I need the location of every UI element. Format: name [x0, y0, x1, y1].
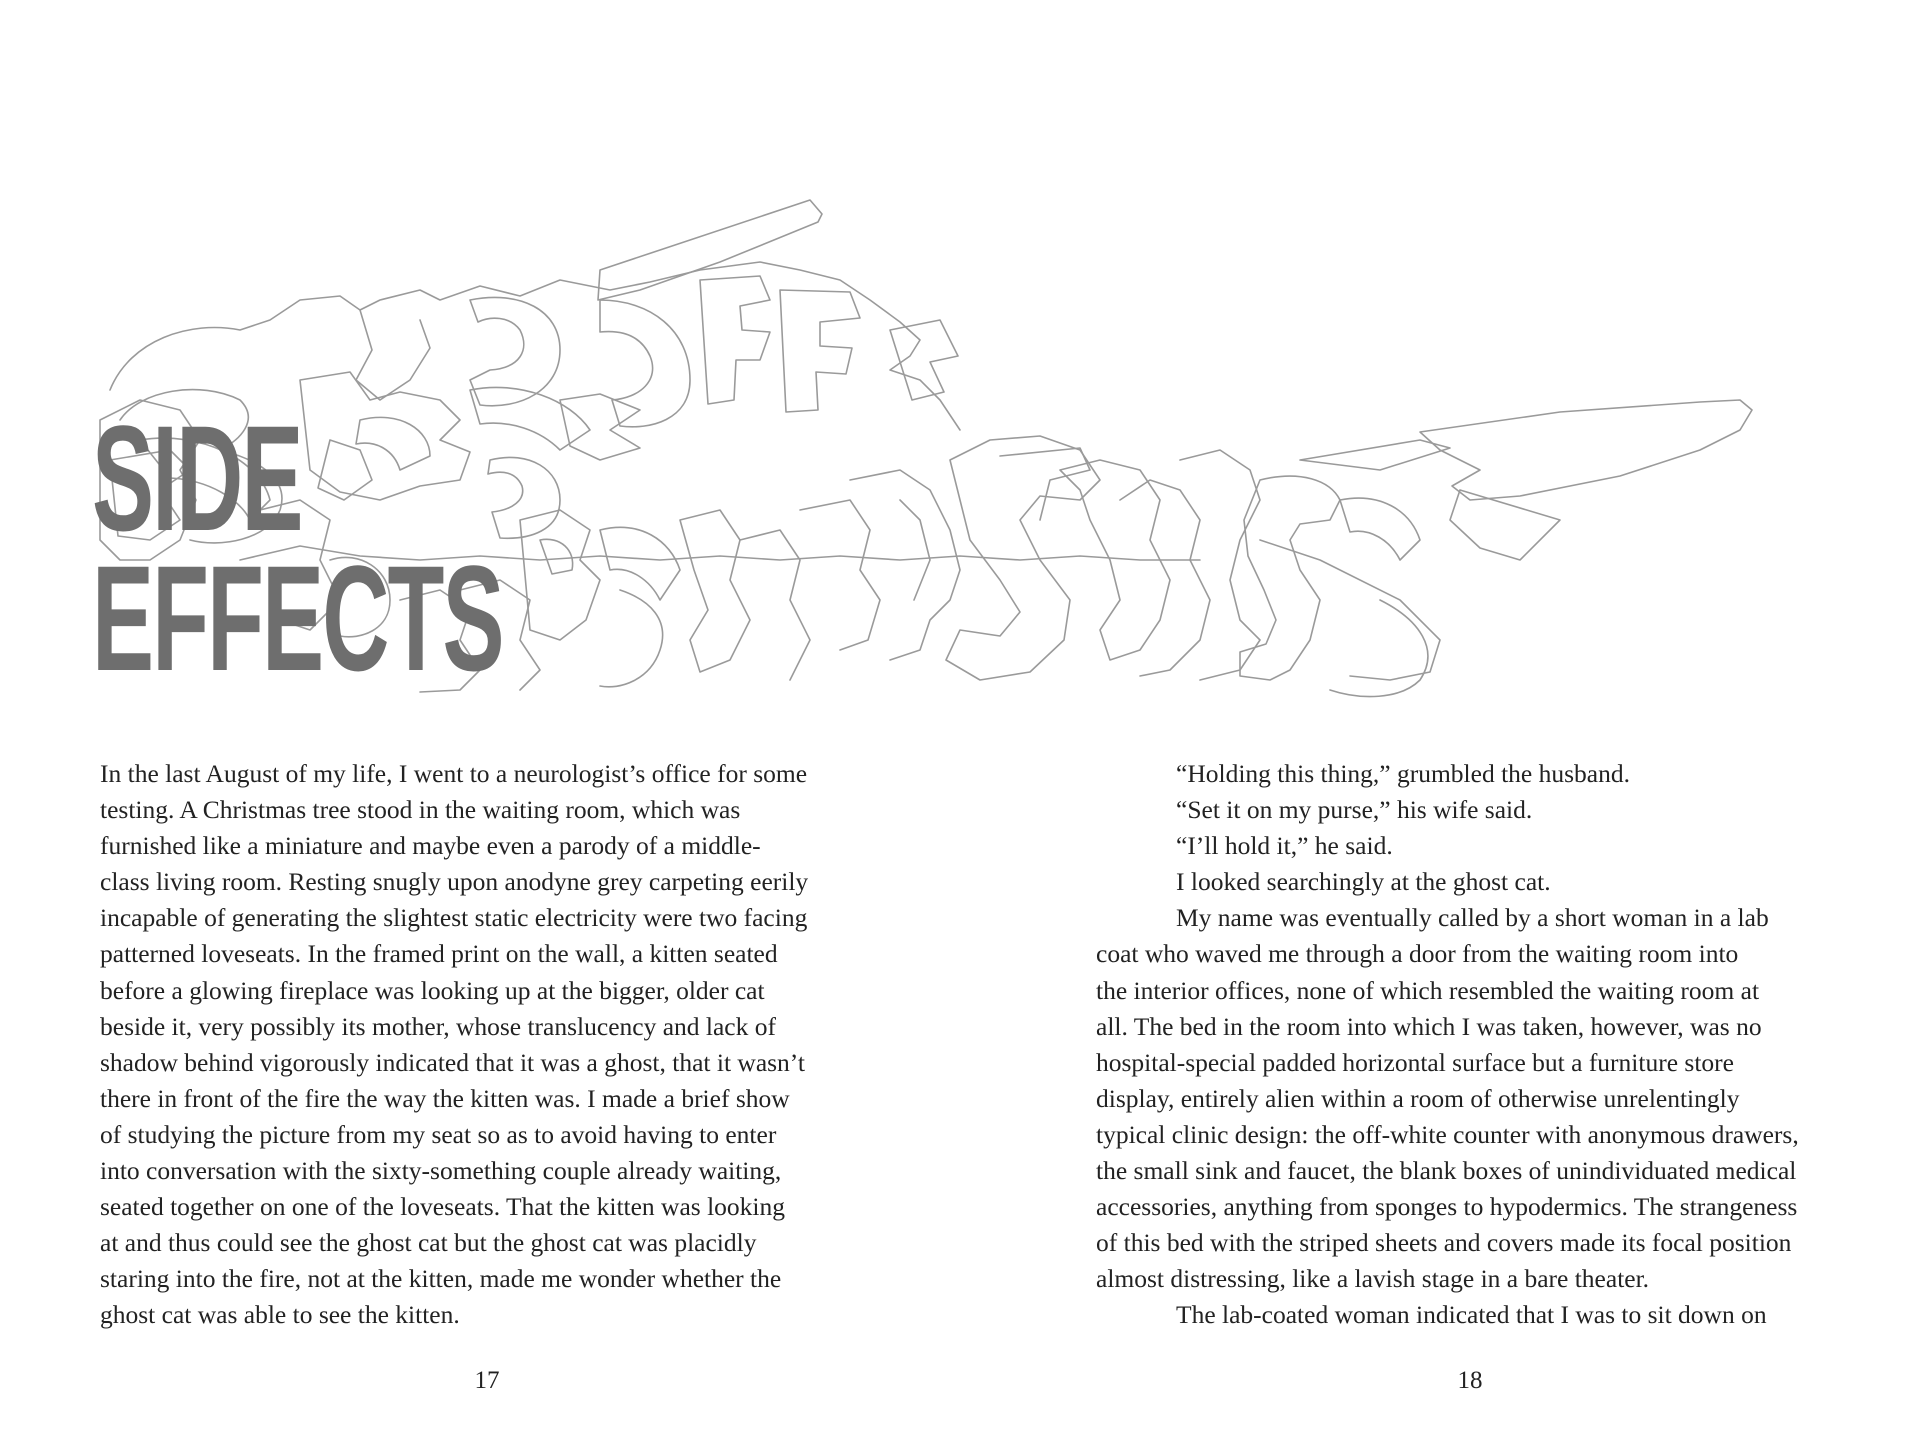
text-line: class living room. Resting snugly upon anodyne grey carpeting eerily: [100, 867, 809, 897]
text-line: patterned loveseats. In the framed print on the wall, a kitten seated: [100, 939, 778, 969]
text-line: furnished like a miniature and maybe even a parody of a middle-: [100, 831, 761, 861]
text-line: of studying the picture from my seat so as to avoid having to enter: [100, 1119, 777, 1149]
chapter-title: [92, 394, 754, 702]
text-line: testing. A Christmas tree stood in the waiting room, which was: [100, 795, 741, 825]
text-line: shadow behind vigorously indicated that it was a ghost, that it wasn’t: [100, 1047, 805, 1077]
text-line: there in front of the fire the way the kitten was. I made a brief show: [100, 1083, 790, 1113]
text-line: all. The bed in the room into which I was taken, however, was no: [1096, 1011, 1762, 1041]
text-line: “Set it on my purse,” his wife said.: [1176, 795, 1533, 825]
left-page-text: [100, 756, 860, 1334]
page-number-left: 17: [474, 1367, 500, 1394]
page-number-right: 18: [1457, 1367, 1483, 1394]
text-line: My name was eventually called by a short woman in a lab: [1176, 903, 1769, 933]
text-line: In the last August of my life, I went to a neurologist’s office for some: [100, 759, 808, 788]
text-line: beside it, very possibly its mother, whose translucency and lack of: [100, 1011, 776, 1041]
text-line: incapable of generating the slightest static electricity were two facing: [100, 903, 808, 933]
text-line: before a glowing fireplace was looking up at the bigger, older cat: [100, 975, 765, 1005]
text-line: display, entirely alien within a room of otherwise unrelentingly: [1096, 1083, 1740, 1113]
text-line: “Holding this thing,” grumbled the husband.: [1176, 759, 1630, 788]
text-line: coat who waved me through a door from the waiting room into: [1096, 939, 1739, 969]
text-line: typical clinic design: the off-white counter with anonymous drawers,: [1096, 1119, 1799, 1149]
text-line: “I’ll hold it,” he said.: [1176, 831, 1393, 861]
text-line: staring into the fire, not at the kitten, made me wonder whether the: [100, 1264, 782, 1294]
text-line: almost distressing, like a lavish stage in a bare theater.: [1096, 1264, 1650, 1294]
text-line: hospital-special padded horizontal surface but a furniture store: [1096, 1047, 1734, 1077]
text-line: at and thus could see the ghost cat but the ghost cat was placidly: [100, 1228, 757, 1258]
text-line: I looked searchingly at the ghost cat.: [1176, 867, 1551, 897]
text-line: of this bed with the striped sheets and covers made its focal position: [1096, 1228, 1792, 1258]
text-line: the small sink and faucet, the blank boxes of unindividuated medical: [1096, 1156, 1797, 1186]
title-line-effects: EFFECTS: [92, 534, 503, 702]
text-line: ghost cat was able to see the kitten.: [100, 1300, 460, 1330]
title-line-side: SIDE: [92, 394, 302, 562]
right-page-text: [1096, 756, 1856, 1334]
text-line: into conversation with the sixty-something couple already waiting,: [100, 1156, 782, 1186]
text-line: The lab-coated woman indicated that I was to sit down on: [1176, 1300, 1767, 1330]
text-line: the interior offices, none of which resembled the waiting room at: [1096, 975, 1760, 1005]
text-line: seated together on one of the loveseats. That the kitten was looking: [100, 1192, 786, 1222]
text-line: accessories, anything from sponges to hypodermics. The strangeness: [1096, 1192, 1798, 1222]
